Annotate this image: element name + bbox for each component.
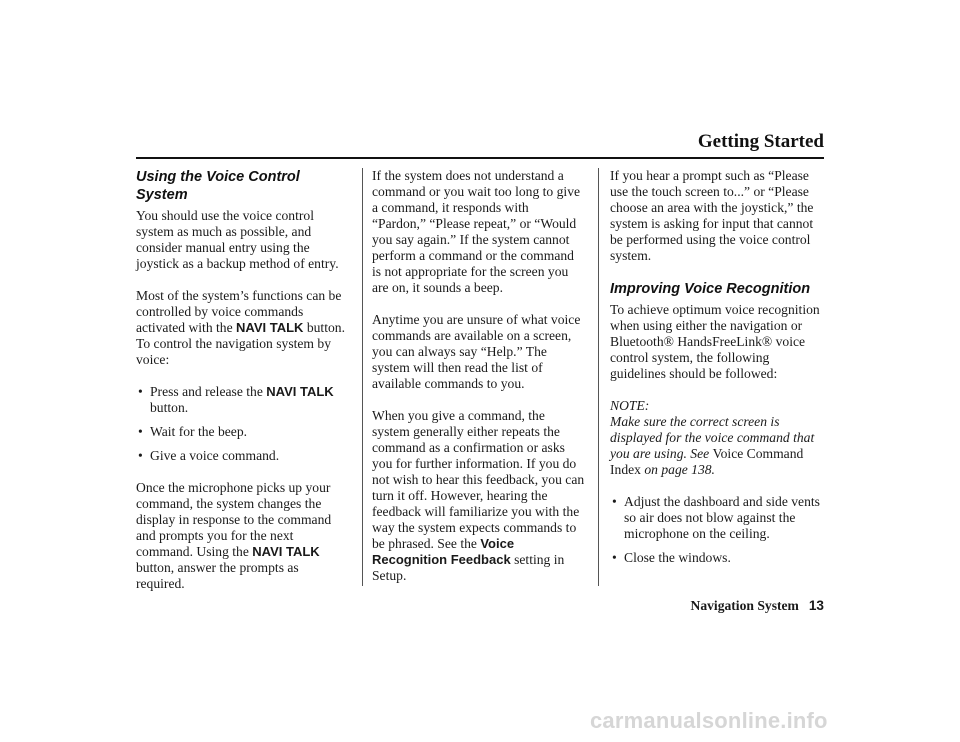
keyword-voice-recognition-feedback: Voice Recognition Feedback [372,536,515,567]
paragraph [136,480,350,592]
bullet-icon: • [138,448,143,463]
keyword-navi-talk: NAVI TALK [252,544,320,559]
list-item [136,384,350,416]
paragraph: You should use the voice control system as much as possible, and consider manual entry using the joystick as a backup method of entry. [136,208,339,271]
text-span: Once the microphone picks up your command, the system changes the display in response to the command and prompts you for the next command. Using the [136,480,332,559]
paragraph: If you hear a prompt such as “Please use the touch screen to...” or “Please choose an area with the joystick,” the system is asking for input that cannot be performed using the voice control system. [610,168,814,263]
keyword-navi-talk: NAVI TALK [236,320,304,335]
text-span: button. To control the navigation system by voice: [136,320,345,367]
text-span: Make sure the correct screen is displayed for the voice command that you are using. See [610,414,815,461]
list-item [136,424,350,440]
watermark: carmanualsonline.info [590,708,828,733]
page-number: 13 [808,598,824,613]
bullet-icon: • [612,550,617,565]
note-text [610,414,826,478]
instruction-list [136,384,350,464]
paragraph: To achieve optimum voice recognition when using either the navigation or Bluetooth® HandsFreeLink® voice control system, the following guidelines should be followed: [610,302,820,381]
text-span: button, answer the prompts as required. [136,560,299,591]
note-label: NOTE: [610,398,650,413]
column-divider [598,168,599,586]
paragraph: If the system does not understand a command or you wait too long to give a command, it responds with “Pardon,” “Please repeat,” or “Would you say again.” If the system cannot perform a command or the command is not appropriate for the screen you are on, it sounds a beep. [372,168,581,295]
cross-reference-link[interactable]: Voice Command Index [610,446,804,477]
text-span: Close the windows. [624,550,731,565]
list-item [136,448,350,464]
section-heading-voice-control: Using the Voice Control System [136,169,300,203]
text-span: Wait for the beep. [150,424,248,439]
text-span: Press and release the [150,384,267,399]
text-span: on page 138. [640,462,715,477]
section-title: Getting Started [697,131,824,152]
paragraph [136,288,350,368]
column-1 [136,168,350,608]
bullet-icon: • [138,384,143,399]
paragraph: Anytime you are unsure of what voice commands are available on a screen, you can always say “Help.” The system will then read the list of available commands to you. [372,312,581,391]
bullet-icon: • [612,494,617,509]
text-span: Adjust the dashboard and side vents so air does not blow against the microphone on the ceiling. [624,494,820,541]
paragraph [372,408,586,584]
page-footer [136,598,824,614]
text-span: Give a voice command. [150,448,280,463]
bullet-icon: • [138,424,143,439]
section-heading-improving-recognition: Improving Voice Recognition [610,281,811,297]
footer-title: Navigation System [690,598,799,613]
guideline-list [610,494,826,566]
list-item [610,494,826,542]
column-divider [362,168,363,586]
keyword-navi-talk: NAVI TALK [266,384,334,399]
header-rule [136,157,824,159]
column-2 [372,168,586,600]
column-3 [610,168,826,582]
text-span: When you give a command, the system generally either repeats the command as a confirmation or asks you for further information. If you do not wish to hear this feedback, you can turn it off. However, hearing the feedback will familiarize you with the way the system expects commands to be phrased. See the [372,408,585,551]
text-span: button. [150,400,189,415]
text-span: Most of the system’s functions can be controlled by voice commands activated with the [136,288,342,335]
text-span: setting in Setup. [372,552,565,583]
list-item [610,550,826,566]
